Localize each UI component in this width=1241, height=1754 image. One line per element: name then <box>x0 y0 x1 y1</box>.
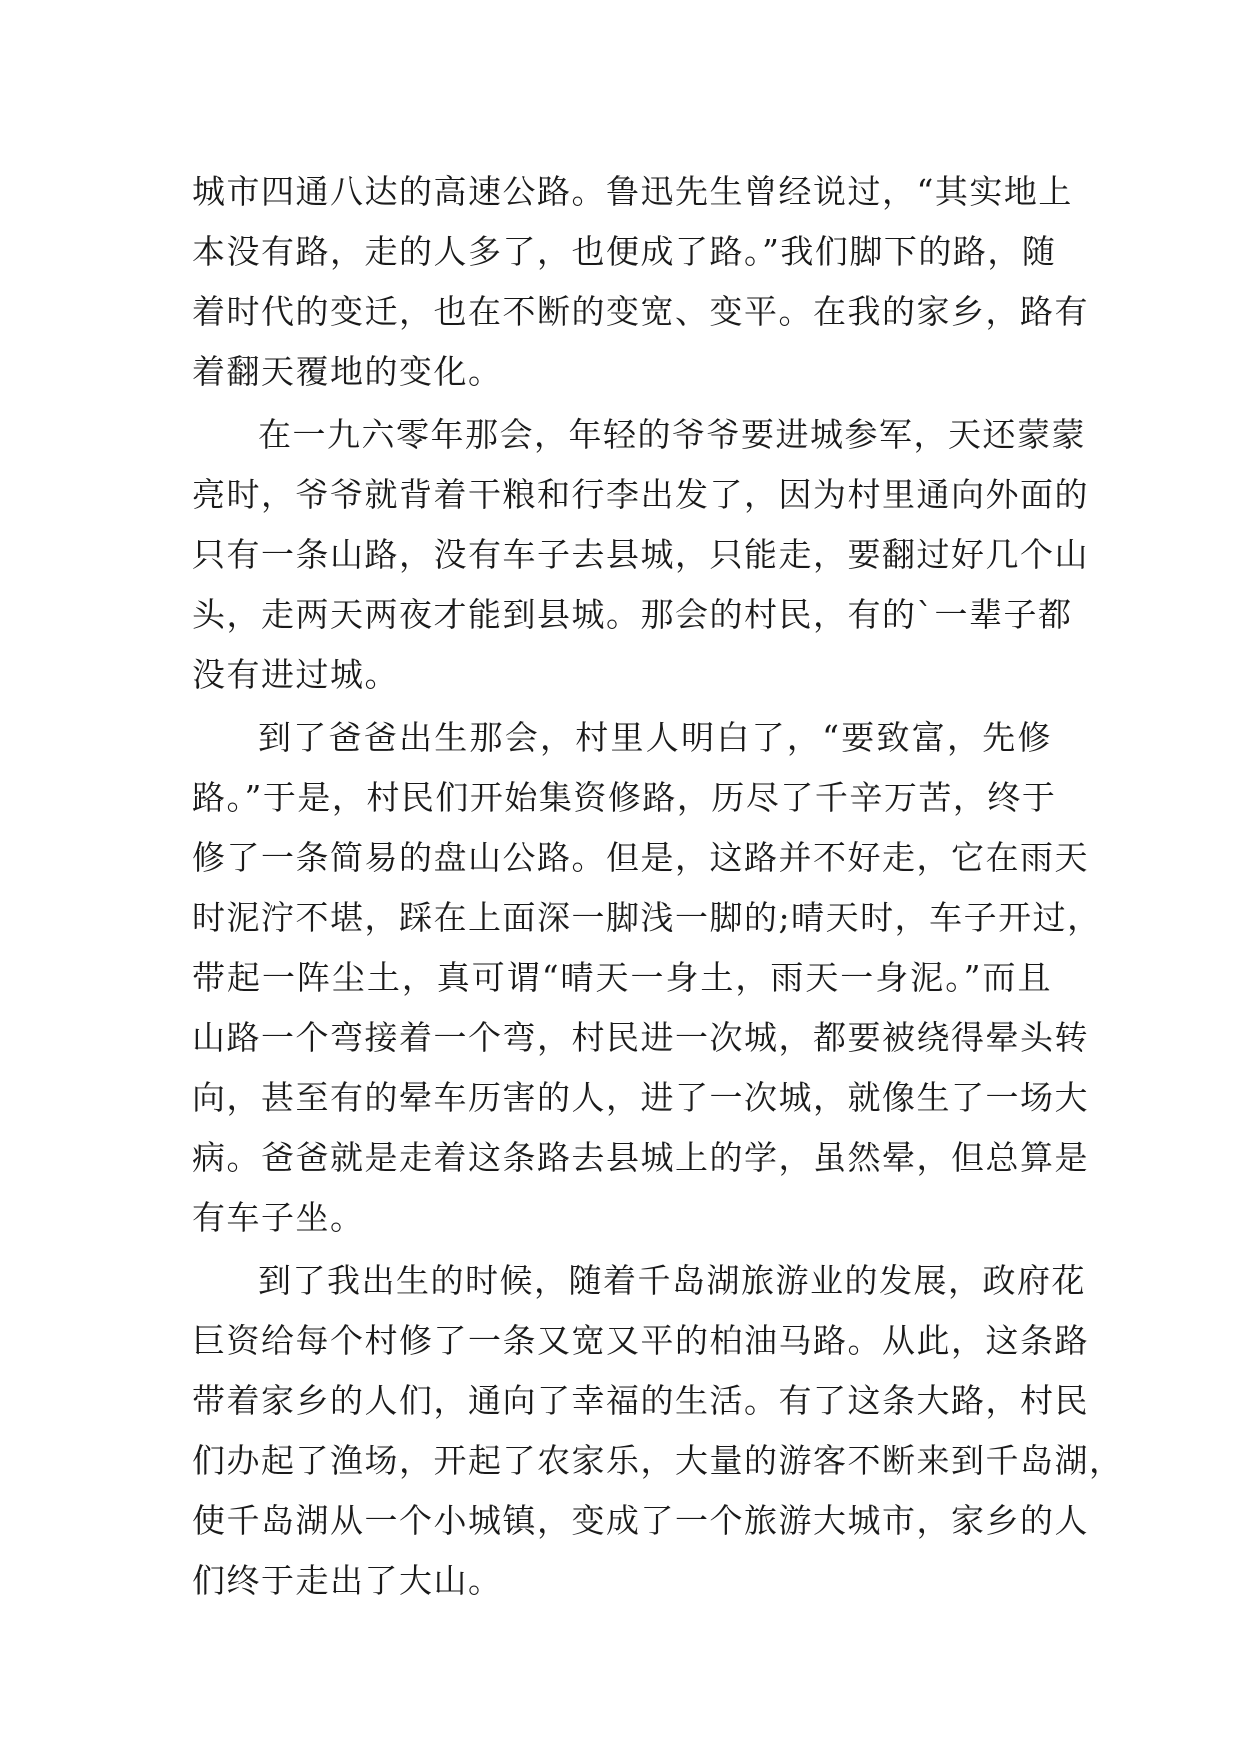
text-line: 城市四通八达的高速公路。鲁迅先生曾经说过，“其实地上 <box>192 172 1073 211</box>
text-line: 带着家乡的人们，通向了幸福的生活。有了这条大路，村民 <box>192 1381 1089 1420</box>
text-line: 头，走两天两夜才能到县城。那会的村民，有的`一辈子都 <box>192 595 1073 634</box>
text-line: 病。爸爸就是走着这条路去县城上的学，虽然晕，但总算是 <box>192 1138 1089 1177</box>
text-line: 带起一阵尘土，真可谓“晴天一身土，雨天一身泥。”而且 <box>192 958 1052 997</box>
text-line: 修了一条简易的盘山公路。但是，这路并不好走，它在雨天 <box>192 838 1089 877</box>
text-line: 在一九六零年那会，年轻的爷爷要进城参军，天还蒙蒙 <box>258 415 1086 454</box>
text-line: 巨资给每个村修了一条又宽又平的柏油马路。从此，这条路 <box>192 1321 1089 1360</box>
text-line: 们终于走出了大山。 <box>192 1561 503 1600</box>
text-line: 山路一个弯接着一个弯，村民进一次城，都要被绕得晕头转 <box>192 1018 1089 1057</box>
text-line: 只有一条山路，没有车子去县城，只能走，要翻过好几个山 <box>192 535 1089 574</box>
text-line: 本没有路，走的人多了，也便成了路。”我们脚下的路，随 <box>192 232 1057 271</box>
text-line: 向，甚至有的晕车历害的人，进了一次城，就像生了一场大 <box>192 1078 1089 1117</box>
text-line: 路。”于是，村民们开始集资修路，历尽了千辛万苦，终于 <box>192 778 1057 817</box>
text-line: 使千岛湖从一个小城镇，变成了一个旅游大城市，家乡的人 <box>192 1501 1089 1540</box>
paragraph <box>192 1251 1124 1611</box>
text-line: 到了爸爸出生那会，村里人明白了，“要致富，先修 <box>258 718 1052 757</box>
paragraph <box>192 405 1089 705</box>
text-line: 亮时，爷爷就背着干粮和行李出发了，因为村里通向外面的 <box>192 475 1089 514</box>
text-line: 着翻天覆地的变化。 <box>192 352 503 391</box>
paragraph <box>192 708 1102 1248</box>
text-line: 时泥泞不堪，踩在上面深一脚浅一脚的;晴天时，车子开过， <box>192 898 1102 937</box>
text-line: 没有进过城。 <box>192 655 399 694</box>
essay-body <box>192 162 1124 1611</box>
text-line: 们办起了渔场，开起了农家乐，大量的游客不断来到千岛湖， <box>192 1441 1124 1480</box>
text-line: 到了我出生的时候，随着千岛湖旅游业的发展，政府花 <box>258 1261 1086 1300</box>
paragraph <box>192 162 1089 402</box>
text-line: 有车子坐。 <box>192 1198 365 1237</box>
text-line: 着时代的变迁，也在不断的变宽、变平。在我的家乡，路有 <box>192 292 1089 331</box>
